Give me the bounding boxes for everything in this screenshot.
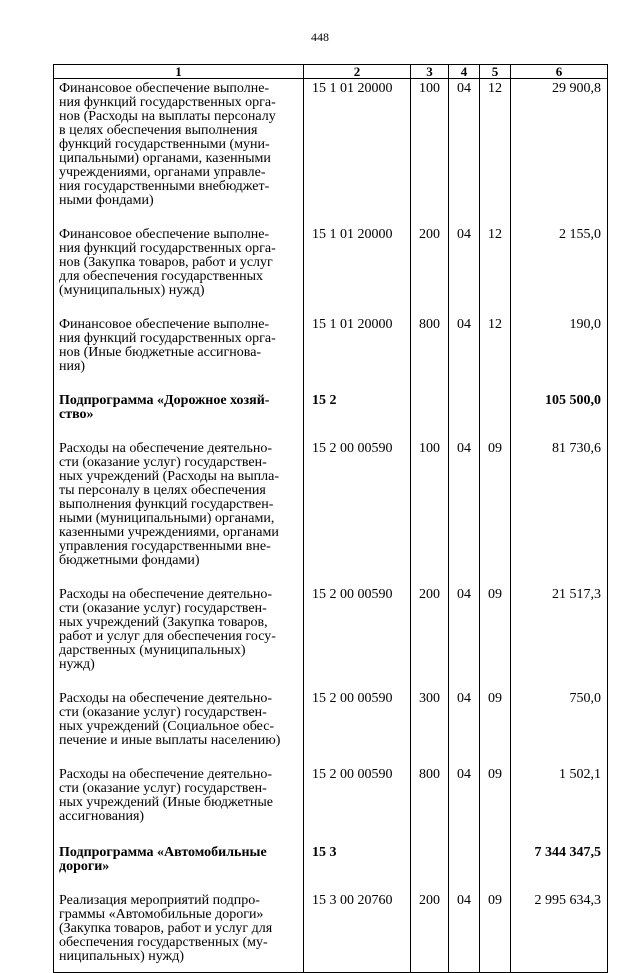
row-name-line: Подпрограмма «Автомобильные [59,845,267,860]
row-name-line: нужд) [59,657,95,672]
table-row [54,765,608,843]
row-name-line: Расходы на обеспечение деятельно- [59,767,272,782]
row-name-line: ассигнования) [59,809,145,824]
row-name-line: ния функций государственных орга- [59,95,276,110]
expense-type: 100 [411,439,449,585]
amount: 1 502,1 [511,765,608,843]
subsection: 12 [480,79,511,226]
section: 04 [449,585,480,689]
section: 04 [449,689,480,765]
column-header-1: 1 [54,65,304,79]
amount: 29 900,8 [511,79,608,226]
target-code: 15 2 00 00590 [304,765,411,843]
section: 04 [449,765,480,843]
row-name-line: ципальными) органами, казенными [59,151,271,166]
section: 04 [449,891,480,973]
row-name-line: Расходы на обеспечение деятельно- [59,587,272,602]
subsection: 09 [480,689,511,765]
expense-type: 100 [411,79,449,226]
expense-type: 200 [411,891,449,973]
section [449,843,480,891]
expense-type: 800 [411,315,449,391]
target-code: 15 1 01 20000 [304,79,411,226]
row-name-line: дороги» [59,859,110,874]
row-name-line: ство» [59,407,94,422]
subsection: 09 [480,585,511,689]
row-name-line: сти (оказание услуг) государствен- [59,705,267,720]
row-name-line: ных учреждений (Социальное обес- [59,719,275,734]
row-name-line: ты персоналу в целях обеспечения [59,483,266,498]
amount: 190,0 [511,315,608,391]
row-name-line: дарственных (муниципальных) [59,643,246,658]
expense-type: 300 [411,689,449,765]
budget-table [53,64,608,973]
row-name-line: ными (муниципальными) органами, [59,511,275,526]
table-row [54,891,608,973]
table-row [54,225,608,315]
target-code: 15 2 00 00590 [304,585,411,689]
subsection [480,843,511,891]
amount: 7 344 347,5 [511,843,608,891]
row-name-line: сти (оказание услуг) государствен- [59,601,267,616]
column-header-6: 6 [511,65,608,79]
header-row [54,65,608,79]
amount: 105 500,0 [511,391,608,439]
row-name-line: ния функций государственных орга- [59,241,276,256]
table-row [54,315,608,391]
row-name-line: ных учреждений (Иные бюджетные [59,795,273,810]
row-name-line: работ и услуг для обеспечения госу- [59,629,276,644]
row-name [54,315,304,391]
target-code: 15 2 00 00590 [304,439,411,585]
amount: 750,0 [511,689,608,765]
column-header-2: 2 [304,65,411,79]
row-name-line: Финансовое обеспечение выполне- [59,81,270,96]
table-row [54,79,608,226]
target-code: 15 1 01 20000 [304,225,411,315]
row-name [54,843,304,891]
amount: 2 155,0 [511,225,608,315]
expense-type [411,391,449,439]
subsection [480,391,511,439]
row-name [54,585,304,689]
subsection: 09 [480,439,511,585]
row-name-line: Финансовое обеспечение выполне- [59,317,270,332]
section: 04 [449,225,480,315]
row-name-line: нов (Закупка товаров, работ и услуг [59,255,273,270]
row-name-line: нов (Иные бюджетные ассигнова- [59,345,262,360]
expense-type [411,843,449,891]
row-name-line: Финансовое обеспечение выполне- [59,227,270,242]
row-name-line: выполнения функций государствен- [59,497,274,512]
expense-type: 200 [411,585,449,689]
target-code: 15 3 [304,843,411,891]
table-body [54,79,608,973]
subsection: 12 [480,315,511,391]
row-name-line: казенными учреждениями, органами [59,525,279,540]
row-name-line: Расходы на обеспечение деятельно- [59,691,272,706]
target-code: 15 1 01 20000 [304,315,411,391]
page-number: 448 [311,30,329,44]
row-name-line: ных учреждений (Расходы на выпла- [59,469,280,484]
table-row [54,585,608,689]
section [449,391,480,439]
row-name-line: ниципальных) нужд) [59,949,184,964]
subprogram-row [54,843,608,891]
column-header-5: 5 [480,65,511,79]
row-name-line: сти (оказание услуг) государствен- [59,455,267,470]
table-row [54,439,608,585]
row-name-line: нов (Расходы на выплаты персоналу [59,109,276,124]
row-name-line: ными фондами) [59,193,154,208]
section: 04 [449,79,480,226]
subsection: 09 [480,765,511,843]
row-name-line: Реализация мероприятий подпро- [59,893,260,908]
row-name-line: ния функций государственных орга- [59,331,276,346]
row-name [54,689,304,765]
row-name-line: печение и иные выплаты населению) [59,733,281,748]
column-header-4: 4 [449,65,480,79]
subsection: 12 [480,225,511,315]
row-name [54,79,304,226]
row-name-line: ных учреждений (Закупка товаров, [59,615,268,630]
row-name-line: (муниципальных) нужд) [59,283,205,298]
row-name-line: для обеспечения государственных [59,269,263,284]
row-name-line: Подпрограмма «Дорожное хозяй- [59,393,270,408]
row-name-line: управления государственными вне- [59,539,271,554]
row-name [54,765,304,843]
row-name-line: учреждениями, органами управле- [59,165,266,180]
row-name [54,439,304,585]
row-name [54,391,304,439]
row-name-line: граммы «Автомобильные дороги» [59,907,264,922]
expense-type: 800 [411,765,449,843]
section: 04 [449,315,480,391]
target-code: 15 2 [304,391,411,439]
row-name [54,225,304,315]
amount: 2 995 634,3 [511,891,608,973]
expense-type: 200 [411,225,449,315]
row-name-line: обеспечения государственных (му- [59,935,268,950]
subsection: 09 [480,891,511,973]
target-code: 15 2 00 00590 [304,689,411,765]
column-header-3: 3 [411,65,449,79]
subprogram-row [54,391,608,439]
row-name-line: ния государственными внебюджет- [59,179,270,194]
section: 04 [449,439,480,585]
row-name-line: бюджетными фондами) [59,553,200,568]
table-row [54,689,608,765]
row-name-line: Расходы на обеспечение деятельно- [59,441,272,456]
target-code: 15 3 00 20760 [304,891,411,973]
row-name-line: (Закупка товаров, работ и услуг для [59,921,273,936]
row-name-line: сти (оказание услуг) государствен- [59,781,267,796]
row-name-line: в целях обеспечения выполнения [59,123,258,138]
amount: 21 517,3 [511,585,608,689]
row-name [54,891,304,973]
row-name-line: ния) [59,359,86,374]
row-name-line: функций государственными (муни- [59,137,270,152]
amount: 81 730,6 [511,439,608,585]
